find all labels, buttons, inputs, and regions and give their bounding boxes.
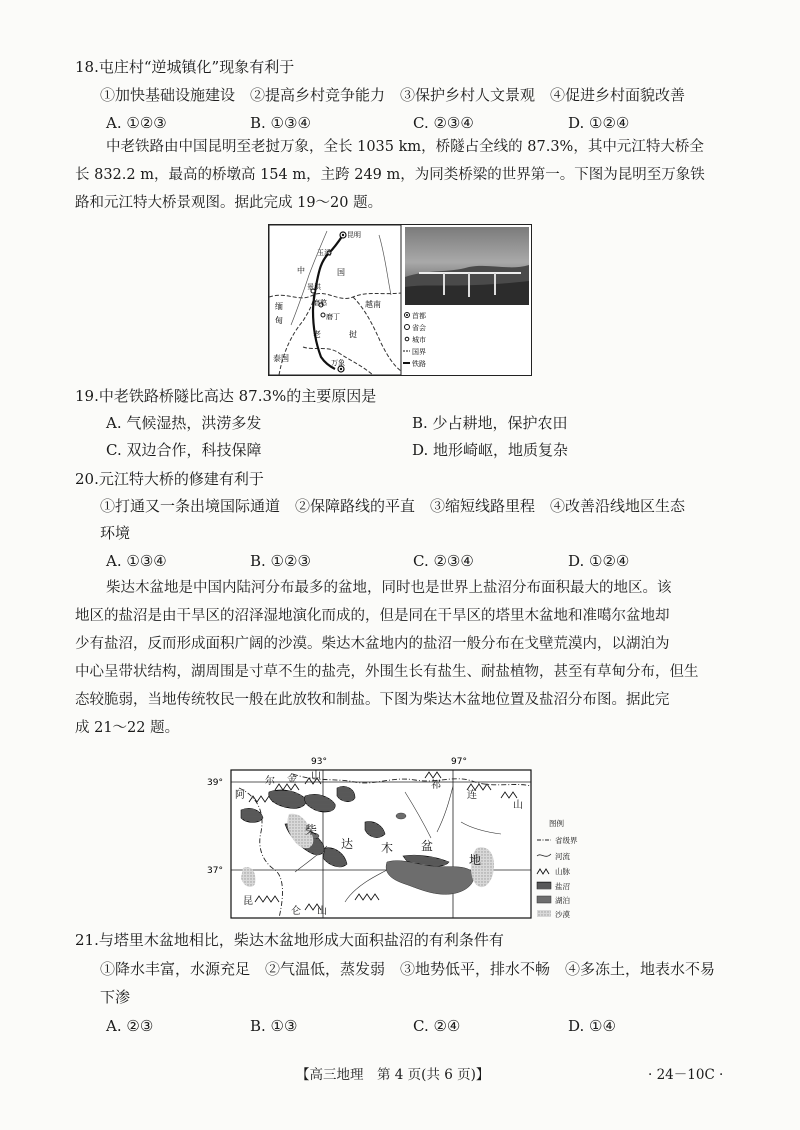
railway-figure bbox=[268, 224, 532, 376]
q21-option-b[interactable]: B. ①③ bbox=[250, 1017, 298, 1035]
intro2-line-4: 中心呈带状结构，湖周围是寸草不生的盐壳，外围生长有盐生、耐盐植物，甚至有草甸分布，但生 bbox=[75, 664, 699, 680]
label-mengding: 磨丁 bbox=[326, 313, 340, 321]
qaidam-map bbox=[205, 752, 605, 922]
svg-text:湖泊: 湖泊 bbox=[555, 896, 570, 905]
lat-37: 37° bbox=[207, 866, 223, 876]
label-wo: 挝 bbox=[349, 330, 357, 339]
q20-items-line-1: ①打通又一条出境国际通道 ②保障路线的平直 ③缩短线路里程 ④改善沿线地区生态 bbox=[100, 497, 686, 515]
svg-text:地: 地 bbox=[469, 853, 482, 867]
q18-option-a[interactable]: A. ①②③ bbox=[106, 114, 167, 132]
mengding-marker bbox=[321, 313, 325, 317]
paper-code: · 24－10C · bbox=[648, 1067, 724, 1083]
svg-text:河流: 河流 bbox=[555, 852, 570, 861]
intro2-line-5: 态较脆弱，当地传统牧民一般在此放牧和制盐。下图为柴达木盆地位置及盐沼分布图。据此完 bbox=[75, 692, 670, 708]
legend-desert-icon bbox=[537, 910, 551, 917]
q21-items-line-2: 下渗 bbox=[100, 988, 131, 1006]
q18-stem: 18.屯庄村“逆城镇化”现象有利于 bbox=[75, 58, 295, 76]
intro1-line-2: 长 832.2 m，最高的桥墩高 154 m，主跨 249 m，为同类桥梁的世界第一。下图为昆明至万象铁 bbox=[75, 167, 705, 183]
lon-97: 97° bbox=[451, 757, 467, 767]
svg-text:首都: 首都 bbox=[412, 312, 426, 320]
q19-option-c[interactable]: C. 双边合作，科技保障 bbox=[106, 441, 262, 459]
label-vietnam: 越南 bbox=[365, 300, 381, 309]
label-kunming: 昆明 bbox=[347, 231, 361, 239]
svg-text:省会: 省会 bbox=[412, 324, 426, 332]
label-thailand: 泰国 bbox=[273, 354, 289, 363]
intro1-line-3: 路和元江特大桥景观图。据此完成 19～20 题。 bbox=[75, 195, 383, 211]
q21-stem: 21.与塔里木盆地相比，柴达木盆地形成大面积盐沼的有利条件有 bbox=[75, 931, 504, 949]
intro2-line-3: 少有盐沼，反而形成面积广阔的沙漠。柴达木盆地内的盐沼一般分布在戈壁荒漠内，以湖泊为 bbox=[75, 636, 670, 652]
legend-title: 图例 bbox=[549, 819, 564, 828]
q18-option-d[interactable]: D. ①②④ bbox=[568, 114, 630, 132]
label-guo: 国 bbox=[337, 268, 345, 277]
lon-93: 93° bbox=[311, 757, 327, 767]
svg-text:柴: 柴 bbox=[305, 823, 318, 837]
q18-items: ①加快基础设施建设 ②提高乡村竞争能力 ③保护乡村人文景观 ④促进乡村面貌改善 bbox=[100, 86, 686, 104]
svg-text:铁路: 铁路 bbox=[412, 360, 426, 368]
q20-option-a[interactable]: A. ①③④ bbox=[106, 552, 167, 570]
svg-text:山: 山 bbox=[513, 800, 523, 811]
svg-text:金: 金 bbox=[287, 774, 297, 785]
map2-legend bbox=[537, 818, 578, 919]
q18-option-c[interactable]: C. ②③④ bbox=[413, 114, 474, 132]
legend-provincial-capital-icon bbox=[405, 325, 410, 330]
legend-mountain-icon bbox=[537, 869, 549, 874]
railway-map bbox=[269, 225, 531, 375]
label-mian: 缅 bbox=[275, 302, 283, 311]
label-vientiane: 万象 bbox=[331, 359, 345, 367]
q19-option-b[interactable]: B. 少占耕地，保护农田 bbox=[412, 414, 568, 432]
label-zhong: 中 bbox=[297, 266, 305, 275]
q20-items-line-2: 环境 bbox=[100, 524, 131, 542]
legend-river-icon bbox=[537, 854, 551, 856]
bridge-photo bbox=[405, 227, 529, 305]
svg-text:山: 山 bbox=[317, 906, 327, 917]
label-mohan: 磨憨 bbox=[313, 299, 327, 307]
svg-text:省级界: 省级界 bbox=[555, 836, 578, 845]
q19-option-d[interactable]: D. 地形崎岖，地质复杂 bbox=[412, 441, 569, 459]
label-dian: 甸 bbox=[275, 316, 283, 325]
svg-text:城市: 城市 bbox=[412, 336, 426, 344]
q20-option-c[interactable]: C. ②③④ bbox=[413, 552, 474, 570]
legend-lake-icon bbox=[537, 896, 551, 903]
q20-option-d[interactable]: D. ①②④ bbox=[568, 552, 630, 570]
intro2-line-2: 地区的盐沼是由干旱区的沼泽湿地演化而成的，但是同在干旱区的塔里木盆地和准噶尔盆地却 bbox=[75, 608, 670, 624]
intro2-line-6: 成 21～22 题。 bbox=[75, 720, 180, 736]
svg-text:仑: 仑 bbox=[291, 906, 301, 917]
q18-option-b[interactable]: B. ①③④ bbox=[250, 114, 311, 132]
label-jinghong: 景洪 bbox=[307, 283, 321, 291]
svg-text:盐沼: 盐沼 bbox=[555, 882, 570, 891]
legend-salt-marsh-icon bbox=[537, 882, 551, 889]
svg-text:昆: 昆 bbox=[243, 896, 253, 907]
svg-text:山: 山 bbox=[311, 770, 321, 781]
svg-text:祁: 祁 bbox=[431, 780, 441, 791]
svg-text:盆: 盆 bbox=[421, 839, 434, 853]
svg-text:阿: 阿 bbox=[235, 790, 245, 801]
qaidam-figure bbox=[205, 752, 605, 922]
page-footer: 【高三地理 第 4 页(共 6 页)】 bbox=[296, 1067, 490, 1083]
legend-city-icon bbox=[405, 337, 409, 341]
svg-text:沙漠: 沙漠 bbox=[555, 910, 570, 919]
q20-stem: 20.元江特大桥的修建有利于 bbox=[75, 470, 264, 488]
svg-text:山脉: 山脉 bbox=[555, 867, 570, 876]
intro2-line-1: 柴达木盆地是中国内陆河分布最多的盆地，同时也是世界上盐沼分布面积最大的地区。该 bbox=[106, 580, 672, 596]
q19-option-a[interactable]: A. 气候湿热，洪涝多发 bbox=[106, 414, 262, 432]
intro1-line-1: 中老铁路由中国昆明至老挝万象，全长 1035 km，桥隧占全线的 87.3%，其中元江特大桥全 bbox=[106, 139, 704, 155]
label-yuxi: 玉溪 bbox=[317, 249, 331, 257]
lat-39: 39° bbox=[207, 778, 223, 788]
svg-text:连: 连 bbox=[467, 790, 477, 801]
q21-option-d[interactable]: D. ①④ bbox=[568, 1017, 616, 1035]
svg-text:木: 木 bbox=[381, 841, 394, 855]
svg-text:达: 达 bbox=[341, 837, 354, 851]
q21-items-line-1: ①降水丰富，水源充足 ②气温低，蒸发弱 ③地势低平，排水不畅 ④多冻土，地表水不易 bbox=[100, 960, 716, 978]
svg-text:尔: 尔 bbox=[265, 776, 275, 787]
q19-stem: 19.中老铁路桥隧比高达 87.3%的主要原因是 bbox=[75, 387, 377, 405]
q20-option-b[interactable]: B. ①②③ bbox=[250, 552, 311, 570]
label-lao: 老 bbox=[313, 330, 321, 339]
map1-legend bbox=[403, 311, 426, 368]
q21-option-a[interactable]: A. ②③ bbox=[106, 1017, 154, 1035]
q21-option-c[interactable]: C. ②④ bbox=[413, 1017, 461, 1035]
svg-text:国界: 国界 bbox=[412, 348, 426, 356]
